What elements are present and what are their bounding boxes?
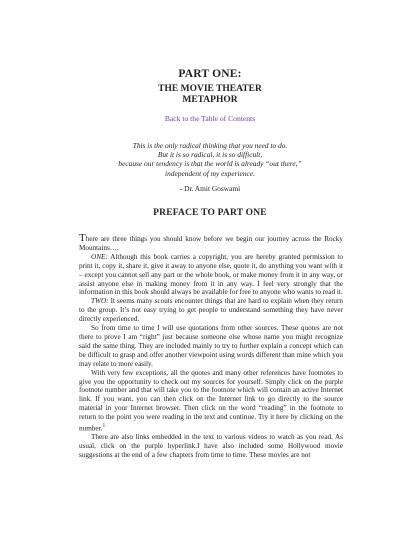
- epigraph-line: This is the only radical thinking that you need to do.: [132, 141, 288, 150]
- body-text: [79, 234, 343, 460]
- drop-cap: T: [79, 232, 86, 244]
- back-to-toc-link[interactable]: Back to the Table of Contents: [164, 114, 256, 123]
- paragraph: [79, 234, 343, 253]
- paragraph: [79, 433, 343, 460]
- section-title: PREFACE TO PART ONE: [153, 208, 267, 218]
- paragraph-text: It seems many scouts encounter things that are hard to explain when they return to the group. It’s not easy trying to get people to understand something they have never directly experienced.: [79, 297, 343, 324]
- epigraph-line: because our tendency is that the world is already “out there,”: [118, 159, 302, 169]
- paragraph-text: There are also links embedded in the text to various videos to watch as you read. As usual, click on the purple hyperlink.I have also included some Hollywood movie suggestions at the end of a few chapters from time to time. These movies are not: [79, 433, 343, 460]
- part-title: PART ONE:: [178, 68, 242, 80]
- part-subtitle-line1: THE MOVIE THEATER: [158, 84, 262, 94]
- paragraph-lead: TWO:: [91, 297, 109, 306]
- footnote-link[interactable]: 1: [102, 423, 106, 430]
- paragraph-text: So from time to time I will use quotations from other sources. These quotes are not there to prove I am “right” just because someone else whose name you might recognize said the same thing. They are included mainly to try to further explain a concept which can be difficult to grasp and offer another viewpoint using words different than mine which you may relate to more easily.: [79, 324, 343, 368]
- part-subtitle: [0, 84, 420, 106]
- paragraph-text: here are three things you should know before we begin our journey across the Rocky Mountains….: [79, 235, 343, 252]
- part-subtitle-line2: METAPHOR: [182, 95, 238, 105]
- epigraph-author: - Dr. Amit Goswami: [179, 184, 241, 193]
- paragraph-lead: ONE:: [91, 252, 108, 261]
- epigraph: [0, 141, 420, 178]
- paragraph: [79, 324, 343, 369]
- epigraph-line: But it is so radical, it is so difficult,: [157, 150, 263, 160]
- paragraph-text: Although this book carries a copyright, you are hereby granted permission to print it, copy it, share it, give it away to anyone else, quote it, do anything you want with it – except you cannot sell any part or the whole book, or make money from it in any way, or assist anyone else in making money from it in any way. I feel very strongly that the information in this book should always be available for free to anyone who wants to read it.: [79, 252, 343, 297]
- paragraph: [79, 369, 343, 434]
- epigraph-line: independent of my experience.: [165, 168, 255, 178]
- paragraph-text: With very few exceptions, all the quotes and many other references have footnotes to give you the opportunity to check out my sources for yourself. Simply click on the purple footnote number and that will take you to the footnote which will contain an active Internet link. If you want, you can then click on the Internet link to go directly to the source material in your Internet browser. Then click on the word “reading” in the footnote to return to the point you were reading in the text and continue. Try it here by clicking on the number.: [79, 368, 343, 433]
- paragraph: [79, 297, 343, 324]
- paragraph: [79, 253, 343, 298]
